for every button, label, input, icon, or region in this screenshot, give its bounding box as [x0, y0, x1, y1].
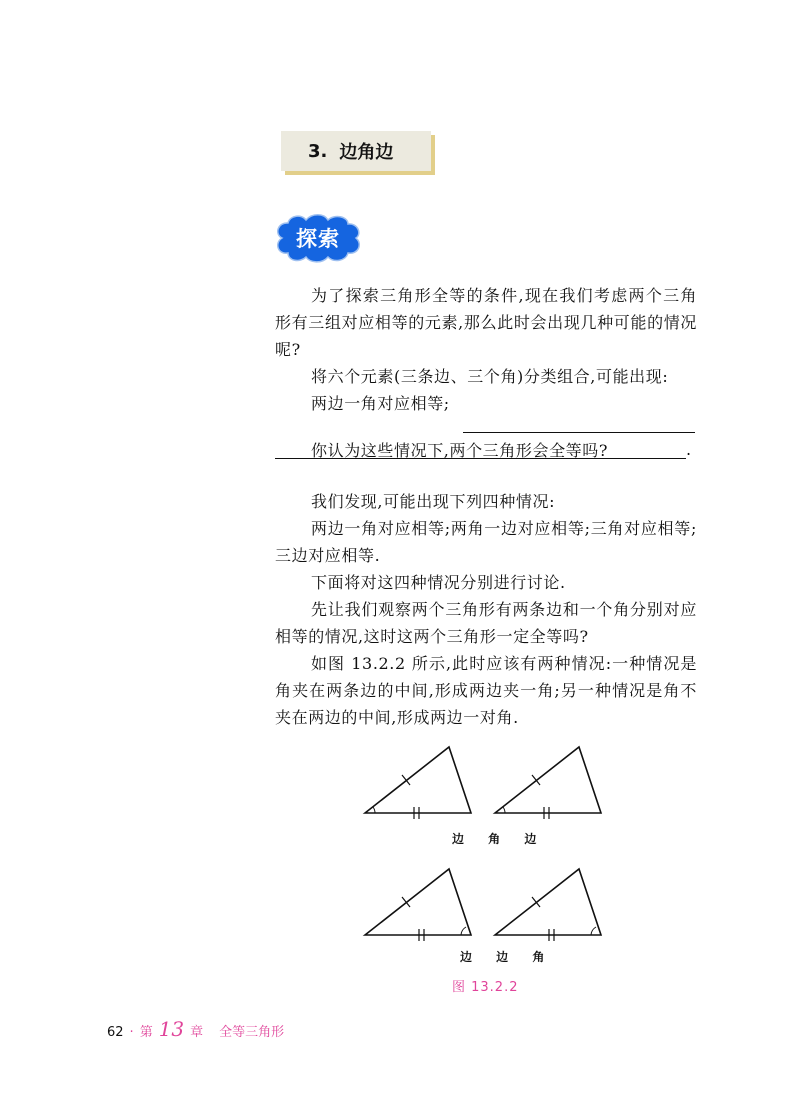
footer-separator: ·: [129, 1025, 134, 1040]
triangle-ssa-1: [365, 869, 471, 941]
badge-label: 探索: [296, 227, 340, 251]
paragraph-5: 我们发现,可能出现下列四种情况:: [311, 492, 556, 511]
triangle-ssa-2: [495, 869, 601, 941]
explore-badge: [272, 212, 364, 264]
triangle-sas-1: [365, 747, 471, 819]
figure-triangles: [355, 745, 615, 949]
paragraph-1: 为了探索三角形全等的条件,现在我们考虑两个三角形有三组对应相等的元素,那么此时会出现几种可能的情况呢?: [275, 286, 697, 359]
paragraph-2: 将六个元素(三条边、三个角)分类组合,可能出现:: [311, 367, 669, 386]
caption-sas: 边 角 边: [452, 832, 547, 846]
chapter-title: 全等三角形: [219, 1025, 285, 1040]
triangle-sas-2: [495, 747, 601, 819]
section-title: 边角边: [339, 142, 394, 163]
paragraph-4: 你认为这些情况下,两个三角形会全等吗?: [311, 441, 609, 460]
paragraph-9: 如图 13.2.2 所示,此时应该有两种情况:一种情况是角夹在两条边的中间,形成两边夹一角;另一种情况是角不夹在两边的中间,形成两边一对角.: [275, 654, 697, 727]
figure-label: 图 13.2.2: [452, 980, 519, 995]
body-text-block-1: [275, 282, 697, 417]
section-number: 3.: [308, 140, 328, 162]
caption-ssa: 边 边 角: [460, 950, 555, 964]
paragraph-7: 下面将对这四种情况分别进行讨论.: [311, 573, 566, 592]
body-text-block-3: [275, 488, 697, 731]
paragraph-8: 先让我们观察两个三角形有两条边和一个角分别对应相等的情况,这时这两个三角形一定全等吗?: [275, 600, 697, 646]
page-number: 62: [107, 1025, 124, 1040]
paragraph-3: 两边一角对应相等;: [311, 394, 450, 413]
blank-period: .: [686, 440, 692, 459]
body-text-block-2: [275, 437, 697, 464]
page-footer: [107, 1017, 284, 1041]
paragraph-6: 两边一角对应相等;两角一边对应相等;三角对应相等;三边对应相等.: [275, 519, 697, 565]
chapter-prefix: 第: [139, 1025, 153, 1040]
section-heading: [281, 131, 431, 171]
chapter-number: 13: [158, 1017, 185, 1041]
chapter-suffix: 章: [190, 1025, 204, 1040]
fill-blank-line-1[interactable]: [463, 432, 695, 433]
